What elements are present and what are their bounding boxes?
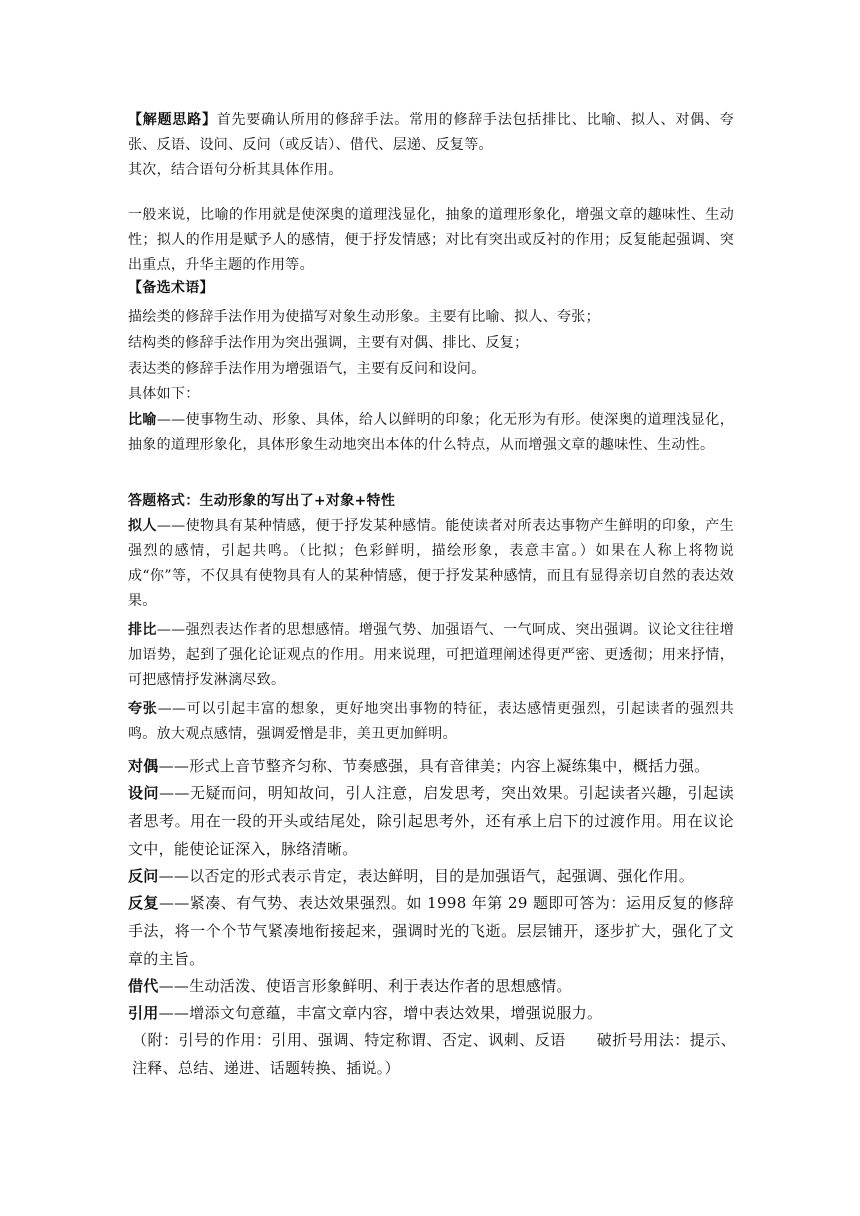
general-paragraph: 一般来说，比喻的作用就是使深奥的道理浅显化，抽象的道理形象化，增强文章的趣味性、生动性；拟人的作用是赋予人的感情，便于抒发情感；对比有突出或反衬的作用；反复能起强调、突出重点，升华主题的作用等。 [128,207,734,273]
parallelism-text: ——强烈表达作者的思想感情。增强气势、加强语气、一气呵成、突出强调。议论文往往增加语势，起到了强化论证观点的作用。用来说理，可把道理阐述得更严密、更透彻；用来抒情，可把感情抒发淋漓尽致。 [128,622,734,688]
category-item: 表达类的修辞手法作用为增强语气，主要有反问和设问。 [128,361,486,377]
quotation-entry [128,999,734,1027]
rhetorical-ask-text: ——以否定的形式表示肯定，表达鲜明，目的是加强语气，起强调、强化作用。 [158,867,695,885]
parallelism-term: 排比 [128,622,157,638]
metonymy-text: ——生动活泼、使语言形象鲜明、利于表达作者的思想感情。 [158,977,572,995]
category-item: 结构类的修辞手法作用为突出强调，主要有对偶、排比、反复； [128,335,529,351]
antithesis-text: ——形式上音节整齐匀称、节奏感强，具有音律美；内容上凝练集中，概括力强。 [158,757,710,775]
quotation-text: ——增添文句意蕴，丰富文章内容，增中表达效果，增强说服力。 [158,1004,603,1022]
category-item: 描绘类的修辞手法作用为使描写对象生动形象。主要有比喻、拟人、夸张； [128,309,600,325]
intro-text-second: 其次，结合语句分析其具体作用。 [128,162,343,178]
parallelism-entry [128,618,734,693]
repetition-entry [128,889,734,973]
personification-text: ——使物具有某种情感，便于抒发某种感情。能使读者对所表达事物产生鲜明的印象，产生强烈的感情，引起共鸣。（比拟；色彩鲜明，描绘形象，表意丰富。）如果在人称上将物说成“你”等，不仅具有使物具有人的某种情感，便于抒发某种感情，而且有显得亲切自然的表达效果。 [128,518,734,609]
hyperbole-entry [128,697,734,747]
repetition-term: 反复 [128,894,159,912]
hyperbole-term: 夸张 [128,701,158,717]
hyperbole-text: ——可以引起丰富的想象，更好地突出事物的特征，表达感情更强烈，引起读者的强烈共鸣。放大观点感情，强调爱憎是非，美丑更加鲜明。 [128,701,735,742]
antithesis-entry [128,752,734,780]
rhetorical-ask-term: 反问 [128,867,159,885]
rhetorical-ask-entry [128,862,734,890]
quotation-term: 引用 [128,1004,159,1022]
intro-paragraph [128,108,734,183]
rhetorical-question-text: ——无疑而问，明知故问，引人注意，启发思考，突出效果。引起读者兴趣，引起读者思考。用在一段的开头或结尾处，除引起思考外，还有承上启下的过渡作用。用在议论文中，能使论证深入，脉络清晰。 [128,784,734,858]
appendix-note: （附：引号的作用：引用、强调、特定称谓、否定、讽刺、反语 破折号用法：提示、注释、总结、递进、话题转换、插说。） [132,1031,736,1077]
metonymy-entry [128,972,734,1000]
personification-term: 拟人 [128,518,157,534]
rhetorical-question-term: 设问 [128,784,160,802]
personification-entry [128,514,734,614]
rhetorical-question-entry [128,779,734,863]
intro-label: 【解题思路】 [128,112,217,128]
metaphor-text: ——使事物生动、形象、具体，给人以鲜明的印象；化无形为有形。使深奥的道理浅显化，抽象的道理形象化，具体形象生动地突出本体的什么特点，从而增强文章的趣味性、生动性。 [128,412,734,453]
answer-format: 答题格式：生动形象的写出了+对象+特性 [128,493,396,509]
repetition-text: ——紧凑、有气势、表达效果强烈。如 1998 年第 29 题即可答为：运用反复的修辞手法，将一个个节气紧凑地衔接起来，强调时光的飞逝。层层铺开，逐步扩大，强化了文章的主旨。 [128,894,734,968]
antithesis-term: 对偶 [128,757,159,775]
details-intro: 具体如下： [128,386,200,402]
intro-text: 首先要确认所用的修辞手法。常用的修辞手法包括排比、比喻、拟人、对偶、夸张、反语、设问、反问（或反诘）、借代、层递、反复等。 [128,112,734,153]
metaphor-entry [128,408,734,458]
metaphor-term: 比喻 [128,412,157,428]
metonymy-term: 借代 [128,977,159,995]
terms-heading: 【备选术语】 [128,280,214,296]
